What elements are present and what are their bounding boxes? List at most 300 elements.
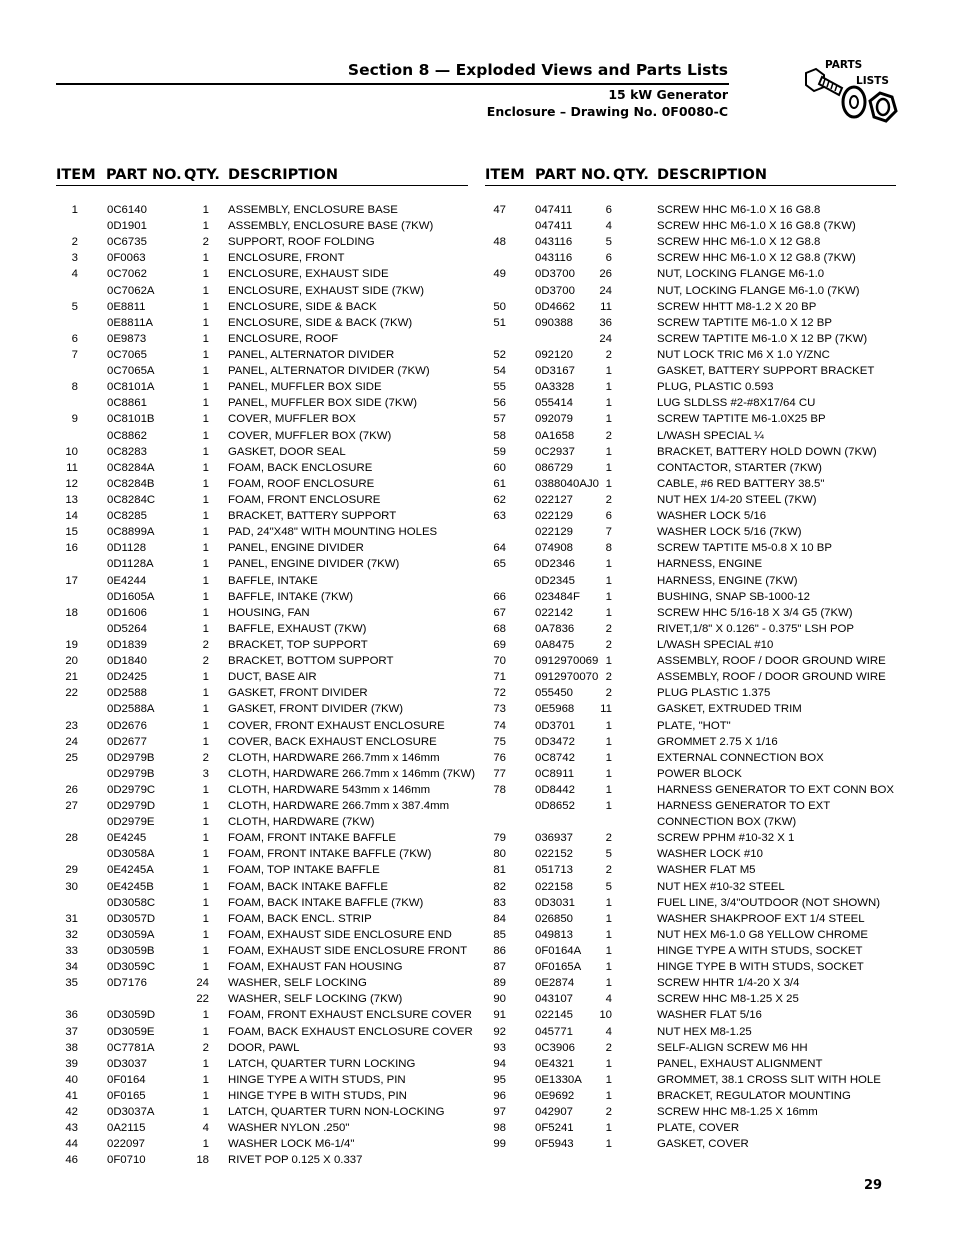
part-number: 086729: [535, 461, 574, 474]
table-row: [0, 315, 477, 331]
description: PANEL, EXHAUST ALIGNMENT: [657, 1057, 823, 1070]
quantity: 4: [605, 993, 612, 1006]
description: CLOTH, HARDWARE 543mm x 146mm: [228, 783, 431, 796]
table-row: [0, 540, 477, 556]
quantity: 1: [202, 816, 209, 829]
item-number: 15: [65, 526, 78, 539]
item-number: 67: [493, 606, 506, 619]
description: WASHER SHAKPROOF EXT 1/4 STEEL: [657, 912, 865, 925]
description: NUT HEX #10-32 STEEL: [657, 880, 785, 893]
item-number: 90: [493, 993, 506, 1006]
item-number: 36: [65, 1009, 78, 1022]
description: SCREW HHTR 1/4-20 X 3/4: [657, 977, 800, 990]
quantity: 1: [202, 687, 209, 700]
description: SCREW PPHM #10-32 X 1: [657, 832, 795, 845]
part-number: 0C6140: [107, 204, 147, 216]
part-number: 0C8284C: [107, 493, 156, 506]
quantity: 1: [605, 1138, 612, 1151]
description: SCREW HHC M8-1.25 X 16mm: [657, 1106, 818, 1119]
table-row: [477, 411, 954, 427]
quantity: 1: [202, 1138, 209, 1151]
description: HINGE TYPE B WITH STUDS, PIN: [228, 1090, 407, 1103]
part-number: 026850: [535, 912, 574, 925]
quantity: 2: [605, 864, 612, 877]
description: COVER, MUFFLER BOX: [228, 413, 356, 426]
item-number: 72: [493, 687, 506, 700]
table-row: [477, 959, 954, 975]
part-number: 0E4321: [535, 1057, 575, 1070]
part-number: 0D1839: [107, 638, 147, 651]
description: BAFFLE, EXHAUST (7KW): [228, 622, 367, 635]
description: PLUG PLASTIC 1.375: [657, 687, 771, 700]
table-row: [0, 347, 477, 363]
item-number: 2: [71, 236, 78, 249]
table-row: [477, 379, 954, 395]
table-row: [477, 1104, 954, 1120]
quantity: 1: [202, 348, 209, 361]
quantity: 2: [605, 1041, 612, 1054]
header-rule: [56, 83, 729, 85]
table-row: [0, 1056, 477, 1072]
item-number: 40: [65, 1073, 78, 1086]
item-number: 94: [493, 1057, 506, 1070]
description: PANEL, ENGINE DIVIDER (7KW): [228, 558, 400, 571]
item-number: 71: [493, 671, 506, 684]
description: LATCH, QUARTER TURN NON-LOCKING: [228, 1106, 445, 1119]
description: RIVET,1/8" X 0.126" - 0.375" LSH POP: [657, 622, 855, 635]
table-row: [477, 701, 954, 717]
table-row: [477, 1072, 954, 1088]
item-number: 28: [65, 832, 78, 845]
quantity: 1: [605, 1073, 612, 1086]
item-number: 23: [65, 719, 78, 732]
part-number: 022129: [535, 510, 574, 523]
description: WASHER, SELF LOCKING: [228, 977, 367, 990]
description: ENCLOSURE, EXHAUST SIDE: [228, 268, 389, 281]
table-row: [477, 605, 954, 621]
table-row: [477, 589, 954, 605]
description: GASKET, DOOR SEAL: [228, 445, 346, 458]
description: GASKET, COVER: [657, 1138, 749, 1151]
part-number: 0D3059D: [107, 1009, 156, 1022]
quantity: 1: [202, 284, 209, 297]
item-number: 38: [65, 1041, 78, 1054]
table-row: [0, 1024, 477, 1040]
item-number: 69: [493, 638, 506, 651]
description: WASHER NYLON .250": [228, 1122, 350, 1135]
description: PANEL, ALTERNATOR DIVIDER (7KW): [228, 365, 430, 378]
quantity: 1: [202, 204, 209, 216]
description: SCREW HHC M6-1.0 X 16 G8.8: [657, 204, 821, 216]
item-number: 75: [493, 735, 506, 748]
part-number: 0F5943: [535, 1138, 574, 1151]
table-row: [0, 750, 477, 766]
quantity: 1: [202, 848, 209, 861]
description: SCREW TAPTITE M6-1.0X25 BP: [657, 413, 826, 426]
item-number: 14: [65, 510, 78, 523]
item-number: 35: [65, 977, 78, 990]
part-number: 0D2979C: [107, 783, 156, 796]
description: FOAM, EXHAUST FAN HOUSING: [228, 961, 403, 974]
quantity: 1: [605, 381, 612, 394]
quantity: 1: [605, 365, 612, 378]
description: PANEL, MUFFLER BOX SIDE: [228, 381, 382, 394]
description: PLUG, PLASTIC 0.593: [657, 381, 774, 394]
quantity: 2: [605, 832, 612, 845]
quantity: 7: [605, 526, 612, 539]
item-number: 37: [65, 1025, 78, 1038]
description: PANEL, MUFFLER BOX SIDE (7KW): [228, 397, 418, 410]
col-header-description: DESCRIPTION: [228, 167, 338, 183]
description: ENCLOSURE, EXHAUST SIDE (7KW): [228, 284, 424, 297]
part-number: 0D2425: [107, 671, 147, 684]
description: SUPPORT, ROOF FOLDING: [228, 236, 375, 249]
table-row: [0, 508, 477, 524]
table-row: [0, 556, 477, 572]
part-number: 0D3700: [535, 284, 575, 297]
description: BRACKET, BATTERY HOLD DOWN (7KW): [657, 445, 877, 458]
quantity: 2: [605, 493, 612, 506]
item-number: 31: [65, 912, 78, 925]
description: WASHER FLAT 5/16: [657, 1009, 762, 1022]
item-number: 56: [493, 397, 506, 410]
quantity: 5: [605, 880, 612, 893]
item-number: 70: [493, 655, 506, 668]
quantity: 1: [202, 590, 209, 603]
table-row: [0, 202, 477, 218]
description: SCREW TAPTITE M6-1.0 X 12 BP: [657, 316, 832, 329]
quantity: 1: [605, 896, 612, 909]
item-number: 8: [71, 381, 78, 394]
part-number: 0D2677: [107, 735, 147, 748]
quantity: 1: [202, 558, 209, 571]
description: FUEL LINE, 3/4"OUTDOOR (NOT SHOWN): [657, 896, 881, 909]
part-number: 0C8911: [535, 767, 575, 780]
description: FOAM, FRONT INTAKE BAFFLE: [228, 832, 396, 845]
description: EXTERNAL CONNECTION BOX: [657, 751, 824, 764]
item-number: 32: [65, 928, 78, 941]
item-number: 19: [65, 638, 78, 651]
item-number: 54: [493, 365, 506, 378]
table-row: [0, 363, 477, 379]
part-number: 0F0164: [107, 1073, 146, 1086]
description: SCREW HHC M8-1.25 X 25: [657, 993, 799, 1006]
table-row: [477, 573, 954, 589]
section-title: Section 8 — Exploded Views and Parts Lists: [347, 61, 728, 79]
quantity: 1: [202, 622, 209, 635]
item-number: 25: [65, 751, 78, 764]
item-number: 20: [65, 655, 78, 668]
part-number: 0D3059A: [107, 928, 155, 941]
description: NUT LOCK TRIC M6 X 1.0 Y/ZNC: [657, 348, 830, 361]
description: COVER, MUFFLER BOX (7KW): [228, 429, 392, 442]
part-number: 092120: [535, 348, 574, 361]
table-row: [477, 975, 954, 991]
item-number: 44: [65, 1138, 78, 1151]
left-column-headers: [56, 167, 468, 186]
part-number: 0D3057D: [107, 912, 156, 925]
part-number: 0D2979D: [107, 800, 156, 813]
item-number: 96: [493, 1090, 506, 1103]
item-number: 83: [493, 896, 506, 909]
description: PAD, 24"X48" WITH MOUNTING HOLES: [228, 526, 438, 539]
item-number: 22: [65, 687, 78, 700]
item-number: 91: [493, 1009, 506, 1022]
description: FOAM, BACK ENCLOSURE: [228, 461, 373, 474]
item-number: 16: [65, 542, 78, 555]
table-row: [0, 234, 477, 250]
item-number: 13: [65, 493, 78, 506]
part-number: 0A7836: [535, 622, 575, 635]
table-row: [0, 669, 477, 685]
part-number: 0D1606: [107, 606, 147, 619]
table-row: [477, 718, 954, 734]
table-row: [0, 766, 477, 782]
part-number: 022142: [535, 606, 574, 619]
item-number: 82: [493, 880, 506, 893]
part-number: 055414: [535, 397, 574, 410]
item-number: 92: [493, 1025, 506, 1038]
description: GROMMET 2.75 X 1/16: [657, 735, 778, 748]
item-number: 84: [493, 912, 506, 925]
table-row: [0, 605, 477, 621]
col-header-item: ITEM: [485, 167, 525, 183]
item-number: 73: [493, 703, 506, 716]
table-row: [0, 395, 477, 411]
table-row: [477, 266, 954, 282]
table-row: [0, 460, 477, 476]
description: GASKET, FRONT DIVIDER: [228, 687, 368, 700]
quantity: 1: [202, 928, 209, 941]
table-row: [477, 637, 954, 653]
part-number: 0D1840: [107, 655, 147, 668]
part-number: 0C8861: [107, 397, 147, 410]
quantity: 2: [605, 1106, 612, 1119]
quantity: 1: [202, 945, 209, 958]
part-number: 0E2874: [535, 977, 575, 990]
item-number: 78: [493, 783, 506, 796]
table-row: [0, 444, 477, 460]
table-row: [0, 798, 477, 814]
quantity: 4: [605, 220, 612, 233]
description: SELF-ALIGN SCREW M6 HH: [657, 1041, 808, 1054]
part-number: 0D2979B: [107, 751, 155, 764]
quantity: 1: [202, 671, 209, 684]
item-number: 43: [65, 1122, 78, 1135]
part-number: 0D3701: [535, 719, 575, 732]
part-number: 0E5968: [535, 703, 575, 716]
table-row: [477, 524, 954, 540]
part-number: 0D4662: [535, 300, 575, 313]
quantity: 2: [202, 638, 209, 651]
description: FOAM, FRONT ENCLOSURE: [228, 493, 381, 506]
item-number: 10: [65, 445, 78, 458]
table-row: [477, 879, 954, 895]
table-row: [0, 959, 477, 975]
table-row: [477, 782, 954, 798]
item-number: 33: [65, 945, 78, 958]
table-row: [477, 862, 954, 878]
table-row: [0, 1152, 477, 1168]
quantity: 1: [605, 767, 612, 780]
quantity: 2: [202, 655, 209, 668]
table-row: [0, 379, 477, 395]
quantity: 1: [605, 945, 612, 958]
part-number: 0D3059B: [107, 945, 155, 958]
description: GASKET, FRONT DIVIDER (7KW): [228, 703, 404, 716]
part-number: 0F0164A: [535, 945, 582, 958]
table-row: [477, 814, 954, 830]
description: ENCLOSURE, FRONT: [228, 252, 345, 265]
quantity: 1: [605, 912, 612, 925]
item-number: 4: [71, 268, 78, 281]
quantity: 1: [202, 1090, 209, 1103]
quantity: 24: [599, 284, 612, 297]
description: HARNESS, ENGINE (7KW): [657, 574, 798, 587]
table-row: [477, 669, 954, 685]
quantity: 1: [605, 783, 612, 796]
part-number: 0C8742: [535, 751, 575, 764]
quantity: 1: [202, 832, 209, 845]
item-number: 74: [493, 719, 506, 732]
part-number: 0D3037: [107, 1057, 147, 1070]
table-row: [477, 556, 954, 572]
quantity: 1: [605, 928, 612, 941]
quantity: 1: [605, 977, 612, 990]
description: CABLE, #6 RED BATTERY 38.5": [657, 477, 825, 490]
part-number: 0C8285: [107, 510, 147, 523]
parts-list-left: [0, 202, 477, 1169]
quantity: 1: [202, 1073, 209, 1086]
table-row: [0, 1088, 477, 1104]
part-number: 0D2979E: [107, 816, 155, 829]
description: FOAM, TOP INTAKE BAFFLE: [228, 864, 380, 877]
description: ENCLOSURE, ROOF: [228, 332, 339, 345]
item-number: 97: [493, 1106, 506, 1119]
col-header-qty: QTY.: [184, 167, 220, 183]
col-header-part-no: PART NO.: [535, 167, 611, 183]
quantity: 1: [202, 316, 209, 329]
table-row: [0, 814, 477, 830]
quantity: 1: [605, 800, 612, 813]
part-number: 022127: [535, 493, 574, 506]
description: PLATE, "HOT": [657, 719, 731, 732]
quantity: 1: [202, 896, 209, 909]
part-number: 0D3058A: [107, 848, 155, 861]
table-row: [0, 1104, 477, 1120]
table-row: [477, 218, 954, 234]
quantity: 1: [202, 397, 209, 410]
item-number: 95: [493, 1073, 506, 1086]
description: CONTACTOR, STARTER (7KW): [657, 461, 822, 474]
table-row: [0, 653, 477, 669]
table-row: [477, 1120, 954, 1136]
part-number: 0F0063: [107, 252, 146, 265]
col-header-item: ITEM: [56, 167, 96, 183]
part-number: 0C7065A: [107, 365, 155, 378]
quantity: 1: [202, 381, 209, 394]
quantity: 36: [599, 316, 612, 329]
part-number: 023484F: [535, 590, 580, 603]
part-number: 0D8652: [535, 800, 575, 813]
drawing-number: Enclosure – Drawing No. 0F0080-C: [486, 104, 728, 119]
item-number: 46: [65, 1154, 78, 1167]
table-row: [0, 573, 477, 589]
table-row: [0, 492, 477, 508]
part-number: 0D3700: [535, 268, 575, 281]
description: BRACKET, TOP SUPPORT: [228, 638, 368, 651]
description: NUT, LOCKING FLANGE M6-1.0: [657, 268, 825, 281]
description: FOAM, BACK INTAKE BAFFLE: [228, 880, 388, 893]
part-number: 043116: [535, 236, 573, 249]
part-number: 0D2588: [107, 687, 147, 700]
quantity: 1: [202, 332, 209, 345]
table-row: [0, 685, 477, 701]
part-number: 0C6735: [107, 236, 147, 249]
part-number: 0D1128A: [107, 558, 154, 571]
table-row: [477, 1056, 954, 1072]
item-number: 62: [493, 493, 506, 506]
item-number: 63: [493, 510, 506, 523]
description: HARNESS, ENGINE: [657, 558, 763, 571]
item-number: 68: [493, 622, 506, 635]
item-number: 5: [71, 300, 78, 313]
quantity: 1: [202, 783, 209, 796]
part-number: 0E8811A: [107, 316, 154, 329]
part-number: 0A1658: [535, 429, 575, 442]
table-row: [477, 395, 954, 411]
table-row: [477, 911, 954, 927]
description: GROMMET, 38.1 CROSS SLIT WITH HOLE: [657, 1073, 881, 1086]
part-number: 0E8811: [107, 300, 146, 313]
table-row: [477, 991, 954, 1007]
description: FOAM, BACK EXHAUST ENCLOSURE COVER: [228, 1025, 473, 1038]
item-number: 34: [65, 961, 78, 974]
part-number: 0D3167: [535, 365, 575, 378]
quantity: 1: [605, 655, 612, 668]
table-row: [0, 1120, 477, 1136]
part-number: 043116: [535, 252, 573, 265]
table-row: [477, 315, 954, 331]
description: WASHER LOCK #10: [657, 848, 763, 861]
col-header-description: DESCRIPTION: [657, 167, 767, 183]
description: ASSEMBLY, ROOF / DOOR GROUND WIRE: [657, 671, 886, 684]
table-row: [0, 975, 477, 991]
quantity: 2: [605, 348, 612, 361]
item-number: 26: [65, 783, 78, 796]
right-column-headers: [485, 167, 896, 186]
part-number: 0D2588A: [107, 703, 155, 716]
quantity: 1: [202, 1057, 209, 1070]
part-number: 055450: [535, 687, 574, 700]
part-number: 0A3328: [535, 381, 575, 394]
quantity: 6: [605, 204, 612, 216]
description: ASSEMBLY, ROOF / DOOR GROUND WIRE: [657, 655, 886, 668]
item-number: 1: [71, 204, 78, 216]
part-number: 0C7062A: [107, 284, 155, 297]
table-row: [0, 218, 477, 234]
item-number: 47: [493, 204, 506, 216]
part-number: 0D8442: [535, 783, 575, 796]
item-number: 60: [493, 461, 506, 474]
quantity: 1: [202, 365, 209, 378]
description: FOAM, FRONT EXHAUST ENCLSURE COVER: [228, 1009, 472, 1022]
part-number: 0D2676: [107, 719, 147, 732]
part-number: 0A8475: [535, 638, 575, 651]
description: SCREW TAPTITE M6-1.0 X 12 BP (7KW): [657, 332, 868, 345]
part-number: 022145: [535, 1009, 574, 1022]
quantity: 11: [600, 300, 612, 313]
